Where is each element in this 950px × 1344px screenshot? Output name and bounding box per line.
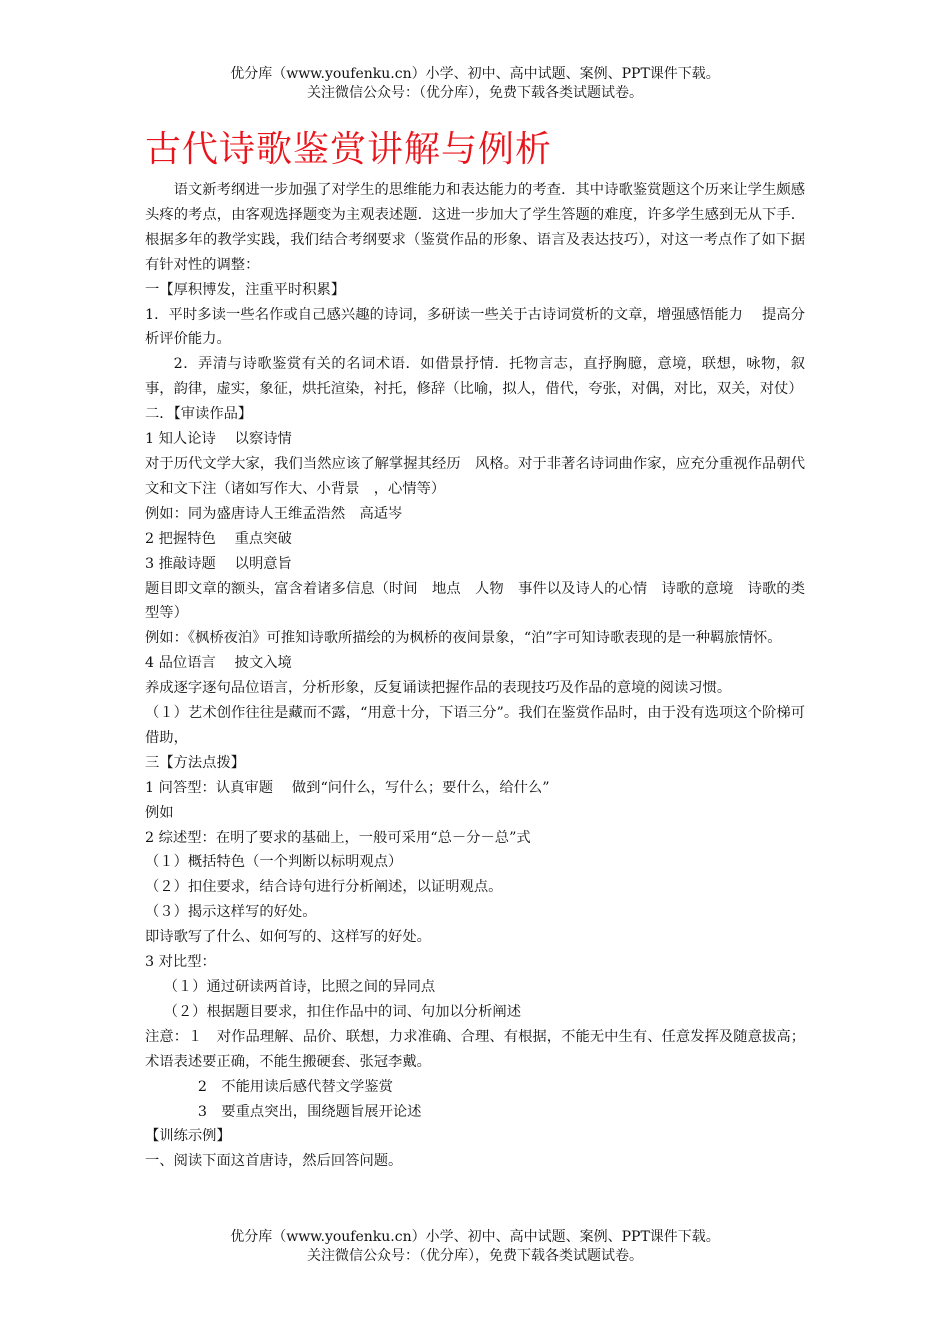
intro-paragraph: 语文新考纲进一步加强了对学生的思维能力和表达能力的考查．其中诗歌鉴赏题这个历来让学生颇感头疼的考点，由客观选择题变为主观表述题．这进一步加大了学生答题的难度，许多学生感到无从下手．根据多年的教学实践，我们结合考纲要求（鉴赏作品的形象、语言及表达技巧），对这一考点作了如下据有针对性的调整： — [145, 182, 805, 273]
list-item: （１）通过研读两首诗，比照之间的异同点 — [163, 979, 436, 995]
page-header — [0, 65, 950, 103]
paragraph: 例如 — [145, 804, 174, 821]
subheading: 4 品位语言 披文入境 — [145, 655, 292, 672]
note-item: 2 不能用读后感代替文学鉴赏 — [197, 1078, 393, 1095]
note-paragraph: 注意：１ 对作品理解、品价、联想，力求准确、合理、有根据，不能无中生有、任意发挥及随意拔高；术语表述要正确，不能生搬硬套、张冠李戴。 — [145, 1028, 805, 1070]
subheading: 3 对比型： — [145, 954, 216, 971]
footer-line-1: 优分库（www.youfenku.cn）小学、初中、高中试题、案例、PPT课件下载。 — [230, 1229, 720, 1245]
subheading: 2 把握特色 重点突破 — [145, 530, 292, 547]
paragraph: 例如：同为盛唐诗人王维孟浩然 高适岑 — [145, 505, 403, 522]
paragraph: 养成逐字逐句品位语言，分析形象，反复诵读把握作品的表现技巧及作品的意境的阅读习惯。 — [145, 680, 732, 697]
list-item: （３）揭示这样写的好处。 — [145, 904, 317, 921]
section-heading: 二．【审读作品】 — [145, 406, 253, 423]
subheading: 3 推敲诗题 以明意旨 — [145, 555, 292, 572]
paragraph: 一、阅读下面这首唐诗，然后回答问题。 — [145, 1153, 403, 1170]
note-item: 3 要重点突出，围绕题旨展开论述 — [197, 1103, 422, 1120]
subheading: 1 问答型：认真审题 做到“问什么，写什么；要什么，给什么” — [145, 779, 550, 796]
section-heading: 三【方法点拨】 — [145, 754, 246, 771]
paragraph: 2．弄清与诗歌鉴赏有关的名词术语．如借景抒情．托物言志，直抒胸臆，意境，联想，咏物，叙事，韵律，虚实，象征，烘托渲染，衬托，修辞（比喻，拟人，借代，夸张，对偶，对比，双关，对仗） — [145, 356, 805, 398]
list-item: （１）概括特色（一个判断以标明观点） — [145, 854, 403, 871]
section-heading: 一【厚积博发，注重平时积累】 — [145, 281, 346, 298]
paragraph: 例如：《枫桥夜泊》可推知诗歌所描绘的为枫桥的夜间景象，“泊”字可知诗歌表现的是一种羁旅情怀。 — [145, 630, 782, 647]
list-item: （２）根据题目要求，扣住作品中的词、句加以分析阐述 — [163, 1003, 521, 1020]
header-line-2: 关注微信公众号：（优分库），免费下载各类试题试卷。 — [307, 85, 643, 101]
document-body — [145, 178, 805, 1174]
paragraph: 1．平时多读一些名作或自己感兴趣的诗词，多研读一些关于古诗词赏析的文章，增强感悟能力 提高分析评价能力。 — [145, 306, 805, 348]
list-item: （２）扣住要求，结合诗句进行分析阐述，以证明观点。 — [145, 879, 503, 896]
header-line-1: 优分库（www.youfenku.cn）小学、初中、高中试题、案例、PPT课件下载。 — [230, 66, 720, 82]
subheading: 1 知人论诗 以察诗情 — [145, 431, 292, 448]
paragraph: 对于历代文学大家，我们当然应该了解掌握其经历 风格。对于非著名诗词曲作家，应充分重视作品朝代文和文下注（诸如写作大、小背景 ，心情等） — [145, 455, 805, 497]
paragraph: 即诗歌写了什么、如何写的、这样写的好处。 — [145, 929, 431, 946]
paragraph: （１）艺术创作往往是藏而不露，“用意十分，下语三分”。我们在鉴赏作品时，由于没有选项这个阶梯可借助， — [145, 705, 805, 746]
page-footer — [0, 1228, 950, 1266]
document-title: 古代诗歌鉴赏讲解与例析 — [145, 129, 553, 170]
subheading: 2 综述型：在明了要求的基础上，一般可采用“总－分－总”式 — [145, 829, 531, 846]
section-heading: 【训练示例】 — [145, 1128, 231, 1145]
paragraph: 题目即文章的额头，富含着诸多信息（时间 地点 人物 事件以及诗人的心情 诗歌的意境 诗歌的类型等） — [145, 580, 805, 622]
footer-line-2: 关注微信公众号：（优分库），免费下载各类试题试卷。 — [307, 1248, 643, 1264]
